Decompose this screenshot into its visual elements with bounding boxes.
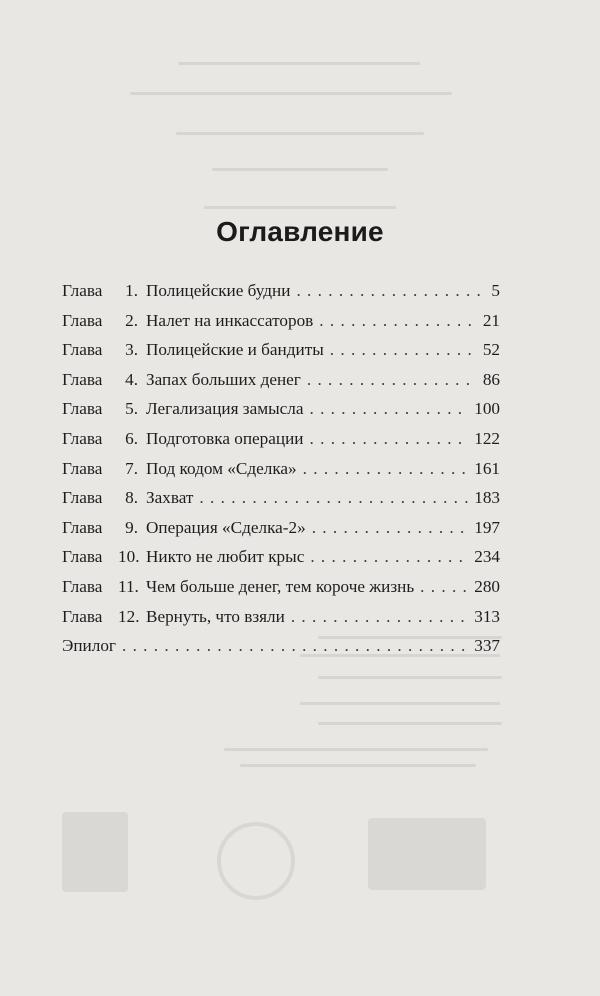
toc-entry bbox=[62, 572, 500, 602]
toc-entry bbox=[62, 454, 500, 484]
page-number: 100 bbox=[474, 399, 500, 419]
chapter-title: Операция «Сделка-2» bbox=[146, 517, 306, 537]
chapter-title: Вернуть, что взяли bbox=[146, 606, 285, 626]
chapter-word: Глава bbox=[62, 576, 103, 596]
chapter-word: Глава bbox=[62, 488, 103, 508]
toc-entry-label bbox=[62, 483, 193, 513]
chapter-number: 3. bbox=[125, 340, 138, 360]
page-number: 183 bbox=[474, 488, 500, 508]
page-number: 313 bbox=[474, 606, 500, 626]
toc-entry bbox=[62, 483, 500, 513]
page-number: 161 bbox=[474, 458, 500, 478]
page-number: 122 bbox=[474, 428, 500, 448]
dot-leader bbox=[319, 306, 477, 336]
chapter-number: 6. bbox=[125, 428, 138, 448]
chapter-number: 11. bbox=[118, 576, 139, 596]
page-number: 234 bbox=[474, 547, 500, 567]
page-title: Оглавление bbox=[216, 216, 384, 247]
page-number: 86 bbox=[482, 369, 500, 389]
chapter-title: Под кодом «Сделка» bbox=[146, 458, 297, 478]
toc-entry bbox=[62, 602, 500, 632]
chapter-title: Легализация замысла bbox=[146, 399, 304, 419]
chapter-title: Никто не любит крыс bbox=[146, 547, 305, 567]
page-number: 52 bbox=[482, 340, 500, 360]
toc-entry bbox=[62, 365, 500, 395]
dot-leader bbox=[199, 483, 468, 513]
chapter-number: 10. bbox=[118, 547, 140, 567]
chapter-number: 8. bbox=[125, 488, 138, 508]
chapter-number: 5. bbox=[125, 399, 138, 419]
dot-leader bbox=[291, 602, 468, 632]
chapter-word: Глава bbox=[62, 458, 103, 478]
chapter-number: 12. bbox=[118, 606, 140, 626]
chapter-number: 1. bbox=[125, 281, 138, 300]
dot-leader bbox=[330, 335, 477, 365]
chapter-word: Глава bbox=[62, 399, 103, 419]
chapter-word: Глава bbox=[62, 428, 103, 448]
chapter-word: Глава bbox=[62, 547, 103, 567]
dot-leader bbox=[303, 454, 469, 484]
page-number: 337 bbox=[474, 636, 500, 656]
page-number: 5 bbox=[491, 281, 500, 300]
chapter-number: 7. bbox=[125, 458, 138, 478]
toc-entry-label bbox=[62, 394, 303, 424]
chapter-number: 2. bbox=[125, 310, 138, 330]
dot-leader bbox=[309, 394, 468, 424]
chapter-number: 9. bbox=[125, 517, 138, 537]
chapter-word: Глава bbox=[62, 281, 103, 300]
chapter-title: Подготовка операции bbox=[146, 428, 304, 448]
toc-entry-label bbox=[62, 602, 285, 632]
page-number: 21 bbox=[482, 310, 500, 330]
table-of-contents bbox=[62, 276, 500, 661]
toc-entry bbox=[62, 513, 500, 543]
toc-entry bbox=[62, 394, 500, 424]
dot-leader bbox=[310, 542, 468, 572]
toc-entry-label bbox=[62, 335, 324, 365]
chapter-title: Запах больших денег bbox=[146, 369, 301, 389]
chapter-number: 4. bbox=[125, 369, 138, 389]
dot-leader bbox=[296, 276, 485, 306]
dot-leader bbox=[312, 513, 469, 543]
toc-entry-label bbox=[62, 454, 297, 484]
toc-entry-label bbox=[62, 631, 116, 661]
chapter-title: Полицейские и бандиты bbox=[146, 340, 324, 360]
toc-entry-label bbox=[62, 276, 290, 306]
toc-entry bbox=[62, 276, 500, 306]
dot-leader bbox=[307, 365, 477, 395]
chapter-title: Чем больше денег, тем короче жизнь bbox=[146, 576, 415, 596]
toc-entry bbox=[62, 306, 500, 336]
toc-entry bbox=[62, 542, 500, 572]
toc-entry-label bbox=[62, 542, 304, 572]
toc-entry bbox=[62, 631, 500, 661]
page-number: 280 bbox=[474, 576, 500, 596]
page-number: 197 bbox=[474, 517, 500, 537]
toc-entry-label bbox=[62, 513, 306, 543]
chapter-word: Глава bbox=[62, 310, 103, 330]
toc-entry-label bbox=[62, 572, 414, 602]
toc-entry-label bbox=[62, 424, 304, 454]
toc-entry-label bbox=[62, 365, 301, 395]
chapter-title: Налет на инкассаторов bbox=[146, 310, 314, 330]
dot-leader bbox=[310, 424, 469, 454]
dot-leader bbox=[122, 631, 468, 661]
toc-entry bbox=[62, 335, 500, 365]
toc-entry-label bbox=[62, 306, 313, 336]
chapter-word: Глава bbox=[62, 517, 103, 537]
chapter-title: Эпилог bbox=[62, 636, 116, 656]
chapter-word: Глава bbox=[62, 340, 103, 360]
dot-leader bbox=[420, 572, 468, 602]
chapter-word: Глава bbox=[62, 369, 103, 389]
chapter-title: Захват bbox=[146, 488, 194, 508]
chapter-word: Глава bbox=[62, 606, 103, 626]
toc-entry bbox=[62, 424, 500, 454]
chapter-title: Полицейские будни bbox=[146, 281, 291, 300]
